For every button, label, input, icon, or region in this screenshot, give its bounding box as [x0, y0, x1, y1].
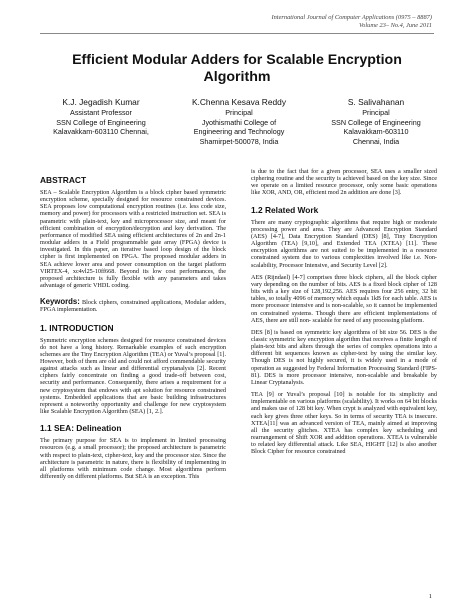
- author-2: K.Chenna Kesava Reddy Principal Jyothismathi College of Engineering and Technology Shamirpet-500078, India: [191, 97, 287, 146]
- delineation-heading: 1.1 SEA: Delineation: [40, 423, 122, 434]
- keywords-label: Keywords:: [40, 297, 80, 307]
- journal-header: [271, 14, 432, 30]
- author-3: S. Salivahanan Principal SSN College of Engineering Kalavakkam-603110 Chennai, India: [331, 97, 421, 146]
- related-work-paragraph-4: TEA [9] or Yuval’s proposal [10] is notable for its simplicity and implementable on various platforms (scalability). It works on 64 bit blocks and makes use of 128 bit key. When crypt is analyzed with equivalent key, each key gives three other keys. So in terms of security TEA is insecure. XTEA[11] was an advanced version of TEA, mainly aimed at improving all the security glitches. XTEA has complex key scheduling and rearrangement of Shift XOR and addition operations. XTEA is vulnerable to related key differential attack. Like SEA, HIGHT [12] is also another Block Cipher for resource constrained: [251, 391, 437, 456]
- continued-paragraph: is due to the fact that for a given processor, SEA uses a smaller sized ciphering routine and the security is achieved based on the key size. Since we operate on a limited resource processor, only some basic operations like XOR, AND, OR, efficient mod 2n addition are done [3].: [251, 168, 437, 197]
- keywords: [40, 298, 226, 313]
- page-number: 1: [428, 593, 432, 600]
- paper-title: Efficient Modular Adders for Scalable Encryption Algorithm: [72, 52, 402, 85]
- abstract-heading: ABSTRACT: [40, 175, 87, 185]
- author-block: [40, 97, 434, 147]
- journal-name: International Journal of Computer Applications (0975 – 8887): [271, 14, 432, 21]
- related-work-paragraph-1: There are many cryptographic algorithms that require high or moderate processing power and area. They are Advanced Encryption Standard (AES) [4-7], Data Encryption Standard (DES) [8], Tiny Encryption Algorithm (TEA) [9,10], and Extended TEA (XTEA) [11]. These encryption algorithms are not suited to be implemented in a resource constrained system due to various complexities involved like i.e. Non-scalability, Processor Intensive, and Security Level [2].: [251, 218, 437, 269]
- author-1: K.J. Jegadish Kumar Assistant Professor SSN College of Engineering Kalavakkam-603110 Chennai,: [53, 97, 149, 136]
- header-rule: [40, 33, 434, 34]
- introduction-text: Symmetric encryption schemes designed for resource constrained devices do not have a long history. Remarkable examples of such encryption schemes are the Tiny Encryption Algorithm (TEA) or Yuval’s proposal [1]. However, both of them are old and could not afford commendable security against attacks such as linear and differential cryptanalysis [2]. Recent ciphers fairly concentrate on finding a good trade-off between cost, security and performance. Consequently, there arises a requirement for a new cryptosystem that endows with apt solution for resource constrained systems. Embedded applications that are basic building infrastructures represent a noteworthy opportunity and challenge for new cryptosystem like Scalable Encryption Algorithm (SEA) [1, 2.].: [40, 336, 226, 416]
- related-work-paragraph-3: DES [8] is based on symmetric key algorithms of bit size 56. DES is the classic symmetric key encryption algorithm that receives a finite length of plain-text bits and alters through the series of complex operations into a different bit sequences known as cipher-text by using the similar key. Though DES is not highly secured, it is widely used in a mode of operation as suggested by Federal Information Processing Standard (FIPS-81). DES is more processor intensive, non-scalable and breakable by Linear Cryptanalysis.: [251, 328, 437, 386]
- related-work-paragraph-2: AES (Rijndael) [4-7] comprises three block ciphers, all the block cipher vary depending on the number of bits. AES is a fixed block cipher of 128 bits with a key size of 128,192,256. AES requires four 256 entry, 32 bit tables, so totally 4096 of memory which equals 1kB for each table. AES is more processor intensive and is non-scalable, so it cannot be implemented on constrained systems. Though there are efficient implementations of AES, there are still non- scalable for need of any processing platform.: [251, 273, 437, 324]
- delineation-text: The primary purpose for SEA is to implement in limited processing resources (e.g. a small processor); the proposed architecture is parametric with respect to plain-text, cipher-text, key and the processor size. Since the architecture is parametric in nature, there is flexibility of implementing in all platforms with minimum code change. Most algorithms perform differently on different platforms. But SEA is an exception. This: [40, 437, 226, 480]
- related-work-heading: 1.2 Related Work: [251, 204, 319, 215]
- abstract-text: SEA – Scalable Encryption Algorithm is a block cipher based symmetric encryption scheme, specially designed for resource constrained devices. SEA proposes low computational encryption routines (i.e. less code size, memory and power) for processors with a restricted instruction set. SEA is parametric with plain-text, key and microprocessor size, and meant for efficient combination of encryption/decryption and key derivation. The performance of modified SEA using efficient architectures of 2n and 2n-1 modular adders in a Field programmable gate array (FPGA) device is investigated. In this paper, an iterative based loop design of the block cipher is first implemented on FPGA. The proposed modular adders in SEA achieve lower area and power consumption on the target platform VIRTEX-4, xc4vl25-10ff668. Beyond its low cost performances, the proposed architecture is fully flexible with any parameters and takes advantage of generic VHDL coding.: [40, 189, 226, 290]
- journal-volume: Volume 23– No.4, June 2011: [358, 22, 432, 29]
- keywords-text: Block ciphers, constrained applications, Modular adders, FPGA implementation.: [40, 299, 227, 314]
- introduction-heading: 1. INTRODUCTION: [40, 322, 114, 333]
- left-column: [40, 175, 226, 485]
- right-column: [251, 168, 437, 460]
